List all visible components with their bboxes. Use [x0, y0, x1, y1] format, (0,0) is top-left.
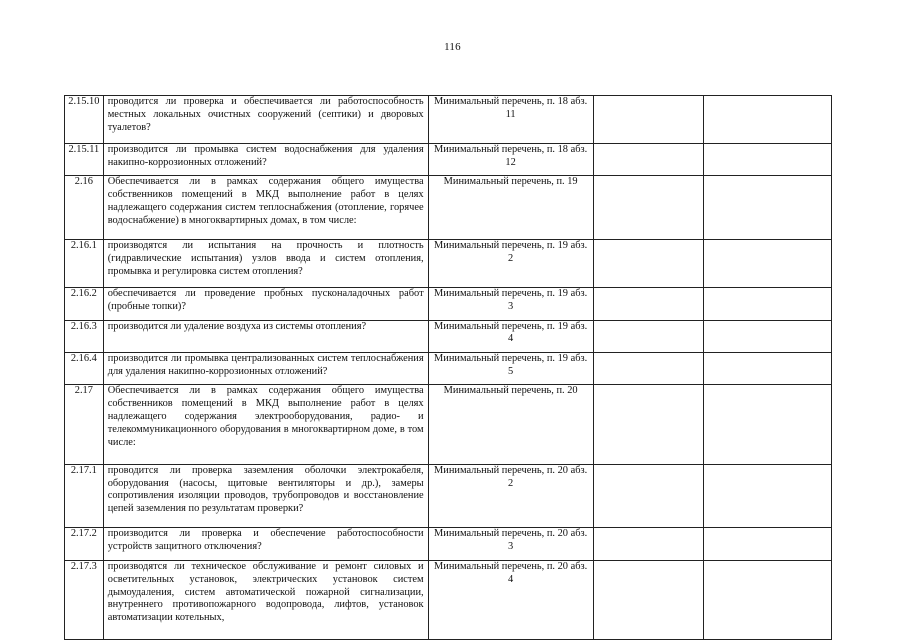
item-number: 2.17.3 — [65, 560, 104, 639]
requirement-text: производится ли промывка централизованных систем теплоснабжения для удаления накипно-коррозионных отложений? — [103, 352, 428, 384]
table-row — [65, 96, 832, 144]
requirement-text: производятся ли техническое обслуживание и ремонт силовых и осветительных установок, электрических установок систем дымоудаления, систем автоматической пожарной сигнализации, внутреннего противопожарного водопровода, лифтов, установок автоматизации котельных, — [103, 560, 428, 639]
requirement-text: производится ли удаление воздуха из системы отопления? — [103, 320, 428, 352]
empty-cell — [593, 320, 703, 352]
legal-reference: Минимальный перечень, п. 19 — [428, 176, 593, 240]
table-row — [65, 560, 832, 639]
item-number: 2.17.2 — [65, 528, 104, 560]
legal-reference: Минимальный перечень, п. 20 абз. 2 — [428, 464, 593, 528]
empty-cell — [593, 96, 703, 144]
item-number: 2.16.4 — [65, 352, 104, 384]
empty-cell — [703, 288, 831, 320]
empty-cell — [703, 144, 831, 176]
empty-cell — [593, 385, 703, 464]
item-number: 2.16.1 — [65, 240, 104, 288]
empty-cell — [593, 528, 703, 560]
empty-cell — [593, 464, 703, 528]
table-row — [65, 528, 832, 560]
requirements-table — [64, 95, 832, 640]
requirement-text: Обеспечивается ли в рамках содержания общего имущества собственников помещений в МКД выполнение работ в целях надлежащего содержания систем теплоснабжения (отопление, горячее водоснабжение) в многоквартирных домах, в том числе: — [103, 176, 428, 240]
requirement-text: обеспечивается ли проведение пробных пусконаладочных работ (пробные топки)? — [103, 288, 428, 320]
empty-cell — [703, 528, 831, 560]
table-row — [65, 144, 832, 176]
legal-reference: Минимальный перечень, п. 20 абз. 4 — [428, 560, 593, 639]
requirement-text: проводится ли проверка заземления оболочки электрокабеля, оборудования (насосы, щитовые вентиляторы и др.), замеры сопротивления изоляции проводов, трубопроводов и восстановление цепей заземления по результатам проверки? — [103, 464, 428, 528]
legal-reference: Минимальный перечень, п. 20 абз. 3 — [428, 528, 593, 560]
requirement-text: производится ли проверка и обеспечение работоспособности устройств защитного отключения? — [103, 528, 428, 560]
requirement-text: Обеспечивается ли в рамках содержания общего имущества собственников помещений в МКД выполнение работ в целях надлежащего содержания электрооборудования, радио- и телекоммуникационного оборудования в многоквартирном доме, в том числе: — [103, 385, 428, 464]
legal-reference: Минимальный перечень, п. 18 абз. 12 — [428, 144, 593, 176]
legal-reference: Минимальный перечень, п. 19 абз. 3 — [428, 288, 593, 320]
empty-cell — [593, 288, 703, 320]
item-number: 2.16.3 — [65, 320, 104, 352]
legal-reference: Минимальный перечень, п. 19 абз. 4 — [428, 320, 593, 352]
item-number: 2.16 — [65, 176, 104, 240]
table-row — [65, 288, 832, 320]
empty-cell — [703, 385, 831, 464]
table-row — [65, 352, 832, 384]
table-row — [65, 176, 832, 240]
table-row — [65, 320, 832, 352]
item-number: 2.16.2 — [65, 288, 104, 320]
item-number: 2.17.1 — [65, 464, 104, 528]
empty-cell — [593, 560, 703, 639]
empty-cell — [703, 464, 831, 528]
empty-cell — [703, 560, 831, 639]
empty-cell — [703, 96, 831, 144]
page-number: 116 — [444, 41, 461, 53]
empty-cell — [703, 320, 831, 352]
empty-cell — [593, 144, 703, 176]
item-number: 2.17 — [65, 385, 104, 464]
requirement-text: проводится ли проверка и обеспечивается ли работоспособность местных локальных очистных сооружений (септики) и дворовых туалетов? — [103, 96, 428, 144]
empty-cell — [593, 352, 703, 384]
empty-cell — [703, 352, 831, 384]
table-row — [65, 240, 832, 288]
table-row — [65, 464, 832, 528]
legal-reference: Минимальный перечень, п. 19 абз. 2 — [428, 240, 593, 288]
legal-reference: Минимальный перечень, п. 18 абз. 11 — [428, 96, 593, 144]
empty-cell — [703, 176, 831, 240]
legal-reference: Минимальный перечень, п. 19 абз. 5 — [428, 352, 593, 384]
requirement-text: производятся ли испытания на прочность и плотность (гидравлические испытания) узлов ввода и систем отопления, промывка и регулировка систем отопления? — [103, 240, 428, 288]
table-row — [65, 385, 832, 464]
empty-cell — [593, 240, 703, 288]
item-number: 2.15.11 — [65, 144, 104, 176]
requirement-text: производится ли промывка систем водоснабжения для удаления накипно-коррозионных отложений? — [103, 144, 428, 176]
legal-reference: Минимальный перечень, п. 20 — [428, 385, 593, 464]
empty-cell — [593, 176, 703, 240]
empty-cell — [703, 240, 831, 288]
item-number: 2.15.10 — [65, 96, 104, 144]
